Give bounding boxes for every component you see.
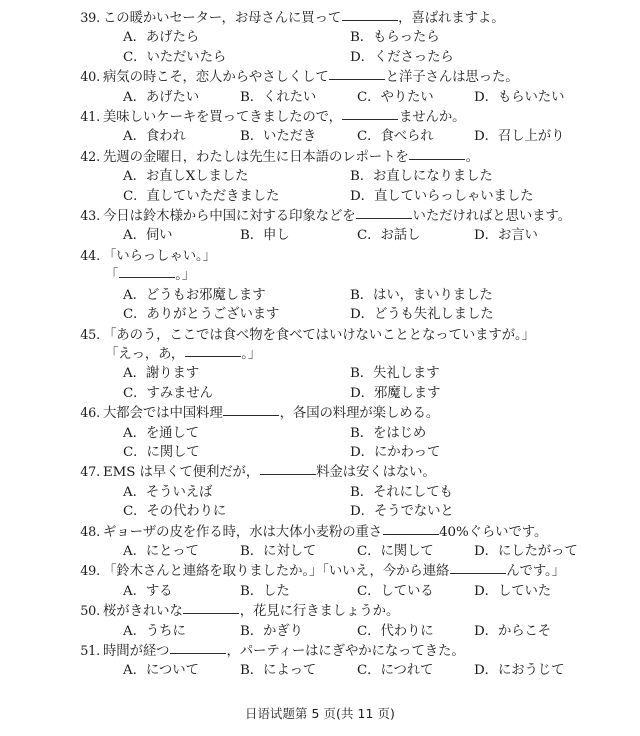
option-row bbox=[103, 364, 628, 383]
option-text: 謝ります bbox=[145, 366, 200, 382]
option-key: A． bbox=[123, 366, 146, 382]
answer-blank bbox=[450, 573, 506, 574]
answer-option[interactable] bbox=[337, 226, 454, 245]
question-text-before-blank: 先週の金曜日，わたしは先生に日本語のレポートを bbox=[103, 149, 409, 165]
option-text: その代わりに bbox=[146, 504, 227, 520]
answer-option[interactable] bbox=[330, 187, 557, 206]
question-number: 41. bbox=[80, 110, 100, 126]
option-text: に対して bbox=[263, 543, 317, 559]
option-text: あげたい bbox=[145, 89, 200, 105]
option-key: B． bbox=[240, 228, 264, 244]
option-text: くれたい bbox=[263, 89, 317, 105]
answer-option[interactable] bbox=[220, 88, 337, 107]
option-text: におうじて bbox=[497, 663, 565, 679]
answer-option[interactable] bbox=[337, 661, 454, 680]
question-stem bbox=[80, 642, 628, 661]
answer-blank bbox=[223, 415, 279, 416]
option-text: 伺い bbox=[145, 228, 173, 244]
option-text: どうもお邪魔します bbox=[145, 287, 266, 303]
option-row bbox=[103, 167, 628, 186]
option-row bbox=[103, 443, 628, 462]
answer-option[interactable] bbox=[454, 582, 571, 601]
option-text: していた bbox=[497, 583, 552, 599]
question-number: 43. bbox=[80, 209, 100, 225]
answer-option[interactable] bbox=[103, 364, 330, 383]
answer-option[interactable] bbox=[103, 286, 330, 305]
option-key: A． bbox=[123, 129, 146, 145]
answer-option[interactable] bbox=[337, 622, 454, 641]
option-key: A． bbox=[123, 89, 146, 105]
option-text: 召し上がり bbox=[497, 129, 565, 145]
option-key: C． bbox=[357, 543, 381, 559]
option-key: B． bbox=[240, 89, 264, 105]
answer-option[interactable] bbox=[103, 542, 220, 561]
answer-option[interactable] bbox=[337, 127, 454, 146]
question-number: 50. bbox=[80, 604, 100, 620]
answer-option[interactable] bbox=[337, 542, 454, 561]
question-text-after-blank: 40%ぐらいです。 bbox=[439, 524, 548, 540]
option-key: C． bbox=[357, 663, 381, 679]
answer-option[interactable] bbox=[220, 582, 337, 601]
question-text-after-blank: 料金は安くはない。 bbox=[316, 465, 436, 481]
option-key: A． bbox=[123, 169, 146, 185]
option-key: C． bbox=[123, 504, 147, 520]
answer-blank bbox=[356, 218, 412, 219]
option-text: 失礼します bbox=[373, 366, 440, 382]
answer-blank bbox=[170, 653, 226, 654]
option-text: くださったら bbox=[373, 49, 454, 65]
option-key: B． bbox=[350, 484, 374, 500]
question-block bbox=[80, 326, 628, 404]
option-text: について bbox=[145, 663, 199, 679]
option-key: B． bbox=[240, 583, 264, 599]
question-block bbox=[80, 463, 628, 521]
option-key: A． bbox=[123, 425, 146, 441]
option-text: に関して bbox=[380, 543, 434, 559]
answer-option[interactable] bbox=[330, 28, 557, 47]
question-block bbox=[80, 602, 628, 641]
answer-option[interactable] bbox=[220, 542, 337, 561]
answer-option[interactable] bbox=[103, 127, 220, 146]
option-text: をはじめ bbox=[373, 425, 427, 441]
answer-option[interactable] bbox=[330, 364, 557, 383]
option-text: に関して bbox=[146, 444, 200, 460]
option-row bbox=[103, 305, 628, 324]
question-text-before-blank: 「鈴木さんと連絡を取りましたか。」「いいえ，今から連絡 bbox=[103, 564, 450, 580]
option-text: ありがとうございます bbox=[146, 307, 280, 323]
question-block bbox=[80, 148, 628, 206]
option-text: 代わりに bbox=[380, 623, 434, 639]
subline-text-before-blank: 「 bbox=[105, 268, 119, 284]
option-text: すみません bbox=[146, 385, 213, 401]
option-key: B． bbox=[350, 425, 374, 441]
answer-option[interactable] bbox=[103, 661, 220, 680]
question-number: 51. bbox=[80, 644, 100, 659]
question-text-before-blank: 今日は鈴木様から中国に対する印象などを bbox=[103, 209, 356, 225]
question-subline bbox=[103, 266, 628, 285]
answer-option[interactable] bbox=[103, 582, 220, 601]
answer-option[interactable] bbox=[330, 443, 557, 462]
option-text: うちに bbox=[145, 623, 186, 639]
option-key: D． bbox=[350, 49, 374, 65]
option-text: 直していらっしゃいました bbox=[373, 188, 534, 204]
option-row bbox=[103, 187, 628, 206]
answer-option[interactable] bbox=[330, 483, 557, 502]
option-text: につれて bbox=[380, 663, 434, 679]
option-row bbox=[103, 661, 628, 680]
option-text: お話し bbox=[380, 228, 421, 244]
question-list bbox=[80, 9, 628, 681]
option-key: C． bbox=[357, 583, 381, 599]
subline-text-after-blank: 。」 bbox=[241, 346, 262, 362]
question-text-after-blank: ませんか。 bbox=[398, 110, 466, 126]
question-block bbox=[80, 68, 628, 107]
answer-blank bbox=[409, 159, 465, 160]
option-row bbox=[103, 384, 628, 403]
question-text-before-blank: ギョーザの皮を作る時，水は大体小麦粉の重さ bbox=[103, 524, 383, 540]
answer-option[interactable] bbox=[103, 28, 330, 47]
question-text-before-blank: 桜がきれいな bbox=[103, 604, 183, 620]
question-text-after-blank: ，花見に行きましょうか。 bbox=[239, 604, 400, 620]
option-text: いただいたら bbox=[146, 49, 227, 65]
question-number: 39. bbox=[80, 11, 100, 26]
question-text-after-blank: 。 bbox=[465, 149, 479, 165]
option-text: もらいたい bbox=[497, 89, 565, 105]
answer-option[interactable] bbox=[103, 384, 330, 403]
answer-blank bbox=[342, 20, 398, 21]
answer-option[interactable] bbox=[330, 48, 557, 67]
answer-option[interactable] bbox=[220, 226, 337, 245]
option-text: そうでないと bbox=[373, 504, 454, 520]
answer-blank bbox=[260, 474, 316, 475]
option-text: にとって bbox=[145, 543, 199, 559]
option-key: C． bbox=[123, 444, 147, 460]
option-text: かぎり bbox=[263, 623, 303, 639]
question-text: 「いらっしゃい。」 bbox=[103, 248, 216, 264]
answer-option[interactable] bbox=[103, 88, 220, 107]
question-stem bbox=[80, 207, 628, 226]
question-text-after-blank: いただければと思います。 bbox=[412, 209, 571, 225]
question-number: 47. bbox=[80, 465, 100, 481]
option-text: そういえば bbox=[145, 484, 213, 500]
question-text-after-blank: ，各国の料理が楽しめる。 bbox=[279, 406, 440, 422]
option-text: いただき bbox=[263, 129, 317, 145]
option-key: B． bbox=[240, 623, 264, 639]
question-block bbox=[80, 247, 628, 325]
question-text-before-blank: 大都会では中国料理 bbox=[103, 406, 223, 422]
answer-option[interactable] bbox=[454, 622, 571, 641]
answer-option[interactable] bbox=[103, 167, 330, 186]
option-text: 食われ bbox=[145, 129, 186, 145]
answer-option[interactable] bbox=[103, 226, 220, 245]
option-text: にしたがって bbox=[497, 543, 578, 559]
option-text: やりたい bbox=[380, 89, 434, 105]
option-key: C． bbox=[123, 307, 147, 323]
answer-option[interactable] bbox=[330, 167, 557, 186]
option-key: D． bbox=[474, 89, 498, 105]
option-key: D． bbox=[350, 385, 374, 401]
option-text: からこそ bbox=[497, 623, 552, 639]
answer-option[interactable] bbox=[103, 187, 330, 206]
question-stem bbox=[80, 148, 628, 167]
answer-option[interactable] bbox=[220, 661, 337, 680]
answer-option[interactable] bbox=[103, 622, 220, 641]
option-row bbox=[103, 127, 628, 146]
option-key: B． bbox=[240, 129, 264, 145]
option-key: D． bbox=[350, 504, 374, 520]
answer-option[interactable] bbox=[103, 502, 330, 521]
question-number: 40. bbox=[80, 70, 100, 86]
question-number: 45. bbox=[80, 327, 100, 343]
option-key: D． bbox=[474, 543, 498, 559]
option-text: した bbox=[263, 583, 290, 599]
answer-option[interactable] bbox=[330, 502, 557, 521]
question-stem bbox=[80, 523, 628, 542]
option-text: 申し bbox=[263, 228, 290, 244]
option-text: あげたら bbox=[145, 30, 200, 46]
answer-option[interactable] bbox=[330, 384, 557, 403]
answer-option[interactable] bbox=[103, 483, 330, 502]
option-key: A． bbox=[123, 287, 146, 303]
question-text-before-blank: 時間が経つ bbox=[103, 644, 170, 659]
question-text-after-blank: ，喜ばれますよ。 bbox=[398, 11, 505, 26]
option-key: A． bbox=[123, 30, 146, 46]
answer-option[interactable] bbox=[330, 286, 557, 305]
question-stem bbox=[80, 9, 628, 28]
option-key: C． bbox=[357, 623, 381, 639]
option-row bbox=[103, 424, 628, 443]
option-key: C． bbox=[123, 49, 147, 65]
option-text: にかわって bbox=[373, 444, 441, 460]
option-key: B． bbox=[350, 169, 374, 185]
question-text: 「あのう，ここでは食べ物を食べてはいけないこととなっていますが。」 bbox=[103, 327, 535, 343]
option-text: どうも失礼しました bbox=[373, 307, 494, 323]
option-key: C． bbox=[123, 188, 147, 204]
option-text: 食べられ bbox=[380, 129, 434, 145]
option-key: A． bbox=[123, 228, 146, 244]
question-text-before-blank: 病気の時こそ，恋人からやさしくして bbox=[103, 70, 329, 86]
answer-blank bbox=[185, 356, 241, 357]
option-text: している bbox=[380, 583, 434, 599]
option-key: B． bbox=[350, 287, 374, 303]
option-key: C． bbox=[123, 385, 147, 401]
option-key: C． bbox=[357, 228, 381, 244]
question-stem bbox=[80, 404, 628, 423]
option-text: 直していただきました bbox=[146, 188, 280, 204]
answer-option[interactable] bbox=[220, 127, 337, 146]
question-stem bbox=[80, 247, 628, 266]
question-number: 49. bbox=[80, 564, 100, 580]
option-key: A． bbox=[123, 484, 146, 500]
option-key: A． bbox=[123, 663, 146, 679]
answer-blank bbox=[383, 534, 439, 535]
answer-option[interactable] bbox=[103, 48, 330, 67]
option-key: C． bbox=[357, 89, 381, 105]
option-row bbox=[103, 28, 628, 47]
option-text: お言い bbox=[497, 228, 538, 244]
answer-option[interactable] bbox=[220, 622, 337, 641]
subline-text-before-blank: 「えっ，あ， bbox=[105, 346, 185, 362]
option-key: C． bbox=[357, 129, 381, 145]
option-key: D． bbox=[474, 623, 498, 639]
option-row bbox=[103, 622, 628, 641]
question-number: 44. bbox=[80, 248, 100, 264]
option-row bbox=[103, 542, 628, 561]
option-key: D． bbox=[474, 228, 498, 244]
answer-option[interactable] bbox=[103, 443, 330, 462]
option-row bbox=[103, 226, 628, 245]
question-block bbox=[80, 523, 628, 562]
option-text: 邪魔します bbox=[373, 385, 441, 401]
option-key: D． bbox=[474, 663, 498, 679]
answer-option[interactable] bbox=[454, 226, 571, 245]
question-block bbox=[80, 9, 628, 67]
option-key: B． bbox=[350, 30, 374, 46]
option-text: それにしても bbox=[373, 484, 453, 500]
question-block bbox=[80, 642, 628, 681]
option-key: D． bbox=[350, 188, 374, 204]
question-subline bbox=[103, 345, 628, 364]
answer-option[interactable] bbox=[454, 542, 578, 561]
question-number: 46. bbox=[80, 406, 100, 422]
question-text-before-blank: EMS は早くて便利だが， bbox=[103, 465, 260, 481]
answer-option[interactable] bbox=[337, 88, 454, 107]
answer-option[interactable] bbox=[330, 305, 557, 324]
question-text-before-blank: 美味しいケーキを買ってきましたので， bbox=[103, 110, 342, 126]
answer-option[interactable] bbox=[454, 661, 571, 680]
option-row bbox=[103, 48, 628, 67]
question-stem bbox=[80, 463, 628, 482]
option-text: お直しXしました bbox=[145, 169, 249, 185]
option-text: を通して bbox=[145, 425, 200, 441]
option-key: D． bbox=[350, 307, 374, 323]
option-text: によって bbox=[263, 663, 317, 679]
answer-option[interactable] bbox=[337, 582, 454, 601]
option-key: B． bbox=[350, 366, 374, 382]
option-text: する bbox=[145, 583, 173, 599]
question-block bbox=[80, 207, 628, 246]
question-stem bbox=[80, 108, 628, 127]
answer-blank bbox=[119, 277, 175, 278]
option-row bbox=[103, 286, 628, 305]
option-key: A． bbox=[123, 543, 146, 559]
option-text: はい，まいりました bbox=[373, 287, 493, 303]
option-key: A． bbox=[123, 623, 146, 639]
answer-option[interactable] bbox=[454, 88, 571, 107]
option-key: D． bbox=[474, 583, 498, 599]
answer-option[interactable] bbox=[454, 127, 571, 146]
option-row bbox=[103, 88, 628, 107]
answer-blank bbox=[329, 79, 385, 80]
option-row bbox=[103, 483, 628, 502]
question-block bbox=[80, 562, 628, 601]
option-key: A． bbox=[123, 583, 146, 599]
question-stem bbox=[80, 562, 628, 581]
question-stem bbox=[80, 602, 628, 621]
option-row bbox=[103, 502, 628, 521]
answer-blank bbox=[183, 613, 239, 614]
answer-option[interactable] bbox=[330, 424, 557, 443]
question-block bbox=[80, 404, 628, 462]
question-stem bbox=[80, 326, 628, 345]
question-text-before-blank: この暖かいセーター，お母さんに買って bbox=[103, 11, 342, 26]
subline-text-after-blank: 。」 bbox=[175, 268, 196, 284]
answer-option[interactable] bbox=[103, 424, 330, 443]
answer-blank bbox=[342, 119, 398, 120]
question-stem bbox=[80, 68, 628, 87]
question-text-after-blank: ，パーティーはにぎやかになってきた。 bbox=[226, 644, 465, 659]
question-block bbox=[80, 108, 628, 147]
option-key: B． bbox=[240, 663, 264, 679]
question-number: 42. bbox=[80, 149, 100, 165]
option-key: B． bbox=[240, 543, 264, 559]
question-text-after-blank: と洋子さんは思った。 bbox=[385, 70, 519, 86]
option-row bbox=[103, 582, 628, 601]
option-key: D． bbox=[474, 129, 498, 145]
page-footer: 日语试题第 5 页(共 11 页) bbox=[245, 706, 395, 721]
question-text-after-blank: んです。」 bbox=[506, 564, 565, 580]
option-text: もらったら bbox=[373, 30, 440, 46]
answer-option[interactable] bbox=[103, 305, 330, 324]
question-number: 48. bbox=[80, 524, 100, 540]
option-text: お直しになりました bbox=[373, 169, 493, 185]
option-key: D． bbox=[350, 444, 374, 460]
